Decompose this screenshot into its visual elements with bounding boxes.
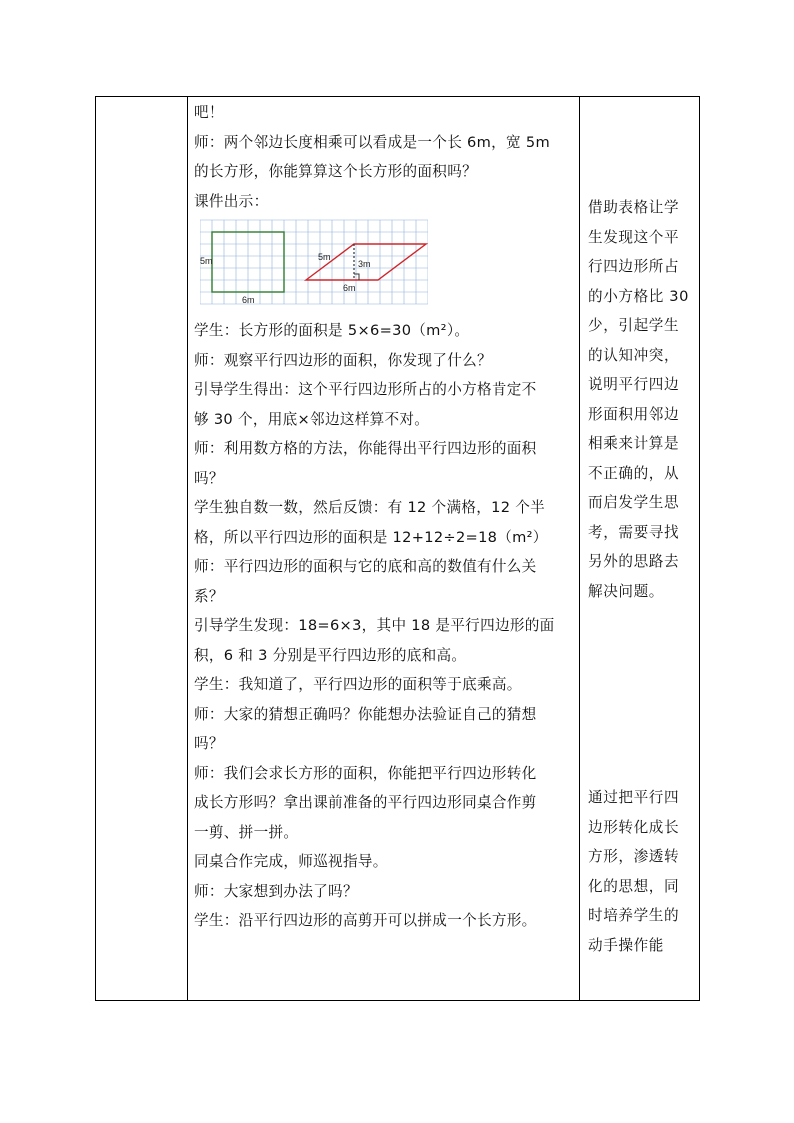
note-line: 而启发学生思 <box>588 494 680 511</box>
note-line: 通过把平行四 <box>588 789 680 806</box>
text-line: 一剪、拼一拼。 <box>194 823 299 841</box>
main-text-block-after-figure <box>194 316 577 936</box>
note-line: 考，需要寻找 <box>588 523 680 541</box>
note-line: 不正确的，从 <box>588 464 680 482</box>
note-line: 时培养学生的 <box>588 907 680 924</box>
lesson-table <box>95 96 700 1001</box>
para-side-label: 5m <box>318 252 331 262</box>
text-line: 师：平行四边形的面积与它的底和高的数值有什么关 <box>194 558 537 575</box>
note-line: 动手操作能 <box>588 936 664 954</box>
text-line: 引导学生得出：这个平行四边形所占的小方格肯定不 <box>194 381 537 398</box>
grid-figure <box>200 219 428 307</box>
courseware-figure <box>194 216 577 316</box>
text-line: 积，6 和 3 分别是平行四边形的底和高。 <box>194 646 467 664</box>
note-line: 形面积用邻边 <box>588 405 680 423</box>
main-content-column <box>194 97 577 936</box>
note-line: 另外的思路去 <box>588 553 680 570</box>
text-line: 学生独自数一数，然后反馈：有 12 个满格，12 个半 <box>194 499 546 516</box>
text-line: 的长方形，你能算算这个长方形的面积吗？ <box>194 163 477 180</box>
text-line: 学生：长方形的面积是 5×6=30（m²）。 <box>194 322 470 339</box>
note-line: 相乘来计算是 <box>588 435 680 452</box>
right-angle-mark <box>354 274 359 280</box>
text-line: 够 30 个，用底×邻边这样算不对。 <box>194 410 430 428</box>
rect-width-label: 6m <box>242 295 255 305</box>
note-block-purpose-transform <box>588 783 693 960</box>
note-block-purpose-grid <box>588 193 693 606</box>
text-line: 师：观察平行四边形的面积，你发现了什么？ <box>194 351 492 369</box>
note-line: 行四边形所占 <box>588 258 680 275</box>
note-line: 生发现这个平 <box>588 228 680 246</box>
text-line: 师：利用数方格的方法，你能得出平行四边形的面积 <box>194 440 537 457</box>
text-line: 师：我们会求长方形的面积，你能把平行四边形转化 <box>194 764 537 782</box>
text-line: 师：大家的猜想正确吗？你能想办法验证自己的猜想 <box>194 705 537 723</box>
text-line: 吗？ <box>194 735 224 752</box>
text-line: 吧！ <box>194 104 224 121</box>
para-base-label: 6m <box>343 283 356 293</box>
column-divider-right <box>579 97 580 1000</box>
text-line: 师：大家想到办法了吗？ <box>194 882 358 900</box>
main-text-block-before-figure <box>194 98 577 216</box>
note-line: 少，引起学生 <box>588 317 680 334</box>
text-line: 课件出示： <box>194 192 269 210</box>
text-line: 吗？ <box>194 469 224 487</box>
note-line: 方形，渗透转 <box>588 848 680 865</box>
note-line: 借助表格让学 <box>588 199 680 216</box>
text-line: 引导学生发现：18=6×3，其中 18 是平行四边形的面 <box>194 617 555 634</box>
para-height-label: 3m <box>358 259 371 269</box>
text-line: 系？ <box>194 587 224 605</box>
note-line: 的小方格比 30 <box>588 287 689 305</box>
text-line: 师：两个邻边长度相乘可以看成是一个长 6m，宽 5m <box>194 133 550 151</box>
notes-column <box>588 193 693 960</box>
note-line: 边形转化成长 <box>588 818 680 836</box>
text-line: 同桌合作完成，师巡视指导。 <box>194 853 388 870</box>
note-line: 说明平行四边 <box>588 376 680 393</box>
note-line: 化的思想，同 <box>588 877 680 895</box>
note-line: 解决问题。 <box>588 582 664 600</box>
rect-height-label: 5m <box>200 256 213 266</box>
note-line: 的认知冲突， <box>588 346 680 364</box>
text-line: 成长方形吗？拿出课前准备的平行四边形同桌合作剪 <box>194 794 537 811</box>
text-line: 学生：我知道了，平行四边形的面积等于底乘高。 <box>194 676 522 693</box>
column-divider-left <box>187 97 188 1000</box>
text-line: 学生：沿平行四边形的高剪开可以拼成一个长方形。 <box>194 912 537 929</box>
text-line: 格，所以平行四边形的面积是 12+12÷2=18（m²） <box>194 528 548 546</box>
